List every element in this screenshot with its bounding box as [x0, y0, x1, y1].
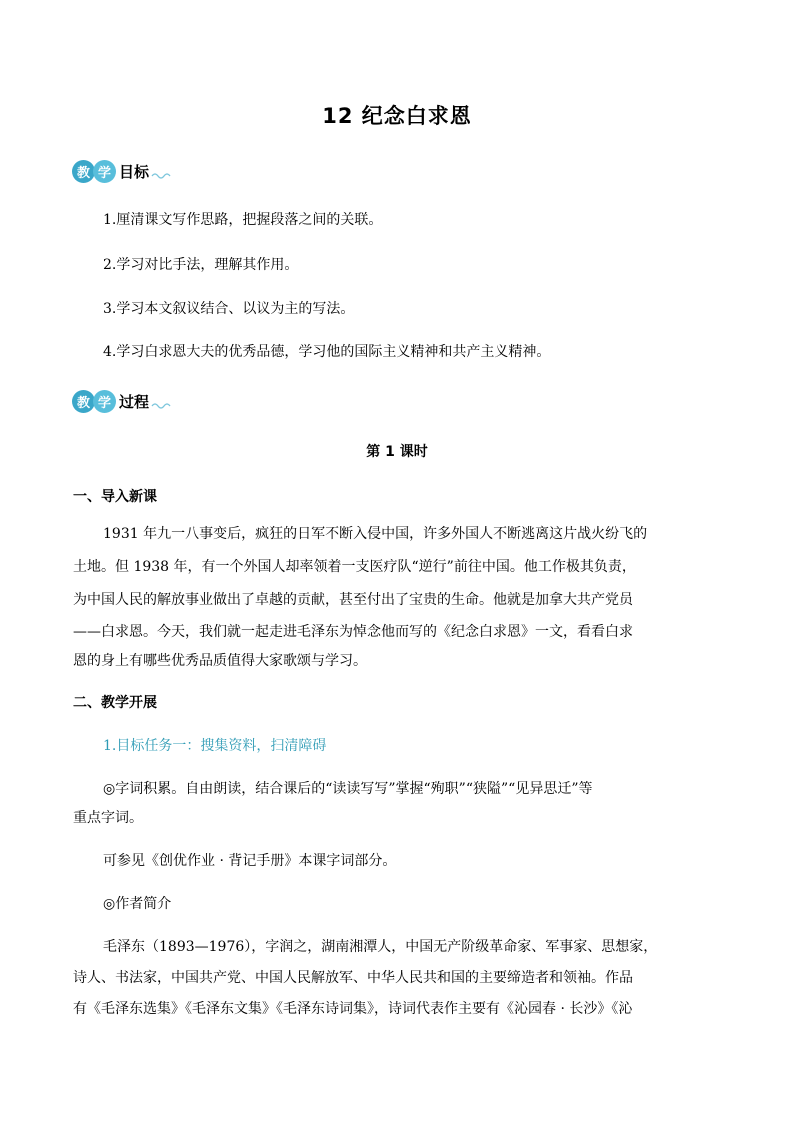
wave-icon — [151, 171, 173, 181]
paragraph-line: 1931 年九一八事变后，疯狂的日军不断入侵中国，许多外国人不断逃离这片战火纷飞的 — [103, 526, 648, 542]
paragraph-line: 重点字词。 — [73, 810, 143, 826]
teaching-process-badge — [72, 388, 173, 414]
section-heading: 二、教学开展 — [73, 695, 157, 711]
section-heading: 一、导入新课 — [73, 489, 157, 505]
goal-item: 1.厘清课文写作思路，把握段落之间的关联。 — [103, 212, 383, 228]
paragraph-line: 土地。但 1938 年，有一个外国人却率领着一支医疗队“逆行”前往中国。他工作极其负责， — [73, 559, 636, 575]
goal-item: 3.学习本文叙议结合、以议为主的写法。 — [103, 301, 355, 317]
badge-char: 学 — [93, 160, 116, 183]
badge-char: 教 — [72, 160, 95, 183]
badge-char: 教 — [72, 390, 95, 413]
badge-label: 目标 — [119, 162, 150, 181]
paragraph-line: 为中国人民的解放事业做出了卓越的贡献，甚至付出了宝贵的生命。他就是加拿大共产党员 — [73, 592, 633, 608]
paragraph-line: 诗人、书法家，中国共产党、中国人民解放军、中华人民共和国的主要缔造者和领袖。作品 — [73, 970, 633, 986]
page-title: 12 纪念白求恩 — [322, 104, 472, 128]
lesson-heading: 第 1 课时 — [366, 444, 428, 460]
paragraph-line: 恩的身上有哪些优秀品质值得大家歌颂与学习。 — [73, 653, 367, 669]
author-heading: ◎作者简介 — [103, 896, 172, 912]
paragraph-line: ◎字词积累。自由朗读，结合课后的“读读写写”掌握“殉职”“狭隘”“见异思迁”等 — [103, 781, 593, 797]
badge-char: 学 — [93, 390, 116, 413]
wave-icon — [151, 401, 173, 411]
goal-item: 2.学习对比手法，理解其作用。 — [103, 257, 299, 273]
reference-note: 可参见《创优作业 · 背记手册》本课字词部分。 — [103, 853, 397, 869]
paragraph-line: 有《毛泽东选集》《毛泽东文集》《毛泽东诗词集》，诗词代表作主要有《沁园春 · 长沙》《沁 — [73, 1001, 633, 1017]
paragraph-line: ——白求恩。今天，我们就一起走进毛泽东为悼念他而写的《纪念白求恩》一文，看看白求 — [73, 624, 633, 640]
badge-label: 过程 — [119, 392, 150, 411]
goal-item: 4.学习白求恩大夫的优秀品德，学习他的国际主义精神和共产主义精神。 — [103, 344, 551, 360]
teaching-goals-badge — [72, 158, 173, 184]
task-heading: 1.目标任务一：搜集资料，扫清障碍 — [103, 738, 327, 754]
paragraph-line: 毛泽东（1893—1976），字润之，湖南湘潭人，中国无产阶级革命家、军事家、思想家， — [103, 939, 658, 955]
